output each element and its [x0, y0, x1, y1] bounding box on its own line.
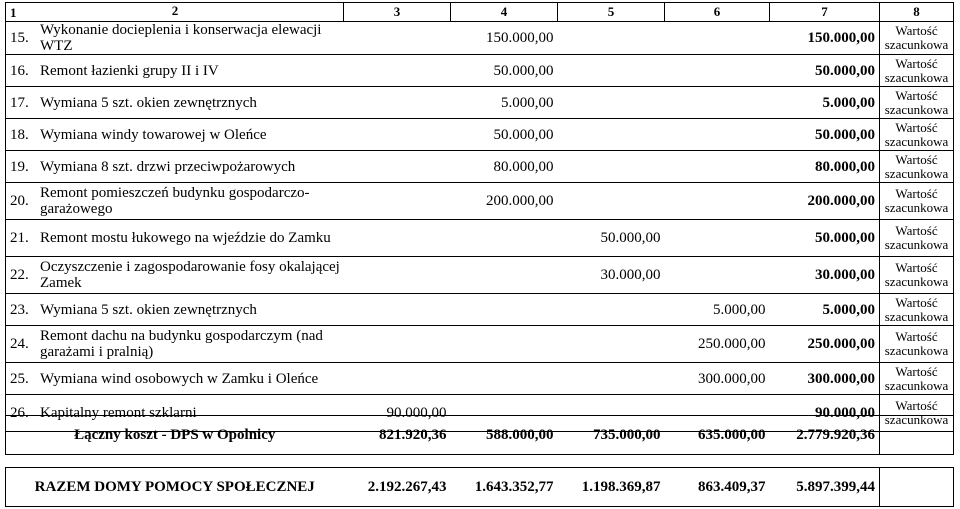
row-col7-value: 90.000,00 [815, 405, 875, 421]
grand-total-col7: 5.897.399,44 [770, 468, 880, 507]
row-number: 21. [10, 230, 29, 247]
row-number: 19. [10, 158, 29, 175]
row-col6 [665, 55, 770, 87]
row-col7 [770, 326, 880, 363]
row-description-cell [6, 87, 344, 119]
row-description: Remont mostu łukowego na wjeździe do Zamku [40, 230, 331, 247]
row-col5 [558, 183, 665, 220]
table-row [6, 257, 954, 294]
table-row [6, 294, 954, 326]
total-dps-col5: 735.000,00 [558, 416, 665, 455]
row-col8 [880, 326, 954, 363]
row-col5 [558, 257, 665, 294]
totals-table [5, 415, 954, 507]
table-row [6, 119, 954, 151]
total-dps-label: Łączny koszt - DPS w Opolnicy [6, 416, 344, 455]
total-dps-col8 [880, 416, 954, 455]
row-col7-value: 250.000,00 [807, 336, 875, 352]
row-col4 [451, 294, 558, 326]
row-col3 [344, 87, 451, 119]
row-description: Wykonanie docieplenia i konserwacja elewacji WTZ [40, 22, 322, 54]
row-col8 [880, 151, 954, 183]
row-col4-value: 50.000,00 [493, 62, 554, 79]
row-description-cell [6, 22, 344, 55]
row-number: 15. [10, 30, 29, 46]
row-col5 [558, 22, 665, 55]
row-col8 [880, 220, 954, 257]
row-col8 [880, 363, 954, 395]
row-col4-value: 5.000,00 [501, 94, 554, 111]
row-col8-value: Wartość szacunkowa [884, 186, 949, 215]
row-col6 [665, 183, 770, 220]
row-col7 [770, 119, 880, 151]
grand-total-label: RAZEM DOMY POMOCY SPOŁECZNEJ [6, 468, 344, 507]
row-col3 [344, 220, 451, 257]
table-row [6, 55, 954, 87]
grand-total-row [6, 468, 954, 507]
row-col5-value: 50.000,00 [600, 230, 661, 246]
row-col7 [770, 183, 880, 220]
row-col6 [665, 326, 770, 363]
row-col8-value: Wartość szacunkowa [884, 398, 949, 427]
row-col7 [770, 151, 880, 183]
row-col7-value: 30.000,00 [815, 267, 875, 283]
row-col8 [880, 22, 954, 55]
row-number: 23. [10, 301, 29, 318]
row-number: 18. [10, 126, 29, 143]
row-description-cell [6, 55, 344, 87]
row-col3 [344, 183, 451, 220]
row-description: Wymiana wind osobowych w Zamku i Oleńce [40, 370, 319, 387]
table-row [6, 363, 954, 395]
row-col4-value: 50.000,00 [493, 126, 554, 143]
header-cell: 1 2 [6, 3, 344, 22]
spacer-row [6, 455, 954, 468]
row-col5 [558, 119, 665, 151]
row-col4-value: 80.000,00 [493, 158, 554, 175]
header-row [6, 3, 954, 22]
row-col6 [665, 294, 770, 326]
row-col8-value: Wartość szacunkowa [884, 260, 949, 289]
row-col6 [665, 87, 770, 119]
row-description-cell [6, 363, 344, 395]
row-col3 [344, 294, 451, 326]
table-row [6, 220, 954, 257]
row-col4 [451, 119, 558, 151]
header-cell: 5 [558, 3, 665, 22]
row-col8-value: Wartość szacunkowa [884, 87, 949, 117]
row-col8-value: Wartość szacunkowa [884, 223, 949, 252]
row-col7-value: 200.000,00 [807, 193, 875, 209]
header-cell: 6 [665, 3, 770, 22]
row-col8 [880, 257, 954, 294]
row-description: Wymiana windy towarowej w Oleńce [40, 126, 267, 143]
row-col7-value: 300.000,00 [807, 370, 875, 387]
row-number: 20. [10, 193, 29, 209]
row-col8-value: Wartość szacunkowa [884, 55, 949, 85]
row-description: Kapitalny remont szklarni [40, 405, 197, 422]
grand-total-col6: 863.409,37 [665, 468, 770, 507]
total-dps-col7: 2.779.920,36 [770, 416, 880, 455]
row-description-cell [6, 257, 344, 294]
row-col3 [344, 151, 451, 183]
row-col4 [451, 363, 558, 395]
row-col7-value: 150.000,00 [807, 30, 875, 46]
row-col4 [451, 220, 558, 257]
row-description-cell [6, 183, 344, 220]
row-col3 [344, 119, 451, 151]
row-col6-value: 300.000,00 [698, 370, 766, 387]
row-number: 26. [10, 405, 29, 422]
row-col6 [665, 22, 770, 55]
total-dps-col6: 635.000,00 [665, 416, 770, 455]
row-col5 [558, 151, 665, 183]
row-col8 [880, 87, 954, 119]
cost-table [5, 2, 954, 432]
row-col8 [880, 119, 954, 151]
row-col7-value: 50.000,00 [815, 230, 875, 246]
row-description: Wymiana 5 szt. okien zewnętrznych [40, 94, 257, 111]
grand-total-col4: 1.643.352,77 [451, 468, 558, 507]
row-col4 [451, 326, 558, 363]
header-cell: 8 [880, 3, 954, 22]
row-col5 [558, 294, 665, 326]
row-col6 [665, 220, 770, 257]
table-row [6, 22, 954, 55]
row-col6 [665, 363, 770, 395]
row-description: Remont dachu na budynku gospodarczym (nad garażami i pralnią) [40, 328, 323, 360]
row-col7 [770, 220, 880, 257]
row-col8 [880, 55, 954, 87]
row-description-cell [6, 220, 344, 257]
grand-total-col5: 1.198.369,87 [558, 468, 665, 507]
grand-total-col3: 2.192.267,43 [344, 468, 451, 507]
total-dps-col4: 588.000,00 [451, 416, 558, 455]
row-col4 [451, 22, 558, 55]
row-col7 [770, 55, 880, 87]
row-col5 [558, 87, 665, 119]
row-description: Remont pomieszczeń budynku gospodarczo-garażowego [40, 185, 310, 217]
row-description-cell [6, 326, 344, 363]
row-description: Oczyszczenie i zagospodarowanie fosy okalającej Zamek [40, 259, 340, 291]
row-col5 [558, 55, 665, 87]
row-col3 [344, 257, 451, 294]
row-col6 [665, 257, 770, 294]
row-description: Wymiana 8 szt. drzwi przeciwpożarowych [40, 158, 296, 175]
row-col3 [344, 22, 451, 55]
table-row [6, 151, 954, 183]
row-col7-value: 50.000,00 [815, 126, 875, 143]
row-col7 [770, 257, 880, 294]
header-cell: 3 [344, 3, 451, 22]
row-number: 16. [10, 62, 29, 79]
row-col4-value: 200.000,00 [486, 193, 554, 209]
row-col6-value: 5.000,00 [713, 301, 766, 318]
row-col4-value: 150.000,00 [486, 30, 554, 46]
row-col6-value: 250.000,00 [698, 336, 766, 352]
row-description-cell [6, 294, 344, 326]
row-description: Wymiana 5 szt. okien zewnętrznych [40, 301, 257, 318]
row-col5 [558, 220, 665, 257]
row-col7-value: 5.000,00 [822, 94, 875, 111]
row-number: 24. [10, 336, 29, 352]
header-cell: 4 [451, 3, 558, 22]
row-col7 [770, 87, 880, 119]
row-col8-value: Wartość szacunkowa [884, 23, 949, 52]
spacer-cell [6, 455, 954, 468]
row-col4 [451, 257, 558, 294]
row-description-cell [6, 151, 344, 183]
row-col8 [880, 294, 954, 326]
row-col6 [665, 119, 770, 151]
table-row [6, 87, 954, 119]
row-col8-value: Wartość szacunkowa [884, 329, 949, 358]
row-col4 [451, 183, 558, 220]
row-col8-value: Wartość szacunkowa [884, 151, 949, 181]
row-col7-value: 50.000,00 [815, 62, 875, 79]
row-col6 [665, 151, 770, 183]
row-col4 [451, 55, 558, 87]
row-col5 [558, 326, 665, 363]
row-col8 [880, 183, 954, 220]
row-number: 17. [10, 94, 29, 111]
row-col3 [344, 326, 451, 363]
header-cell: 7 [770, 3, 880, 22]
row-col4 [451, 151, 558, 183]
total-dps-col3: 821.920,36 [344, 416, 451, 455]
row-col7-value: 5.000,00 [822, 301, 875, 318]
table-row [6, 183, 954, 220]
row-number: 22. [10, 267, 29, 283]
grand-total-col8 [880, 468, 954, 507]
row-col7-value: 80.000,00 [815, 158, 875, 175]
table-row [6, 326, 954, 363]
row-col3 [344, 55, 451, 87]
row-col8-value: Wartość szacunkowa [884, 294, 949, 324]
total-dps-row [6, 416, 954, 455]
row-description: Remont łazienki grupy II i IV [40, 62, 219, 79]
row-col5-value: 30.000,00 [600, 267, 661, 283]
row-description-cell [6, 119, 344, 151]
row-col7 [770, 294, 880, 326]
row-col7 [770, 22, 880, 55]
row-col5 [558, 363, 665, 395]
row-number: 25. [10, 370, 29, 387]
row-col4 [451, 87, 558, 119]
row-col3-value: 90.000,00 [386, 405, 447, 421]
row-col8-value: Wartość szacunkowa [884, 119, 949, 149]
row-col7 [770, 363, 880, 395]
row-col3 [344, 363, 451, 395]
row-col8-value: Wartość szacunkowa [884, 363, 949, 393]
